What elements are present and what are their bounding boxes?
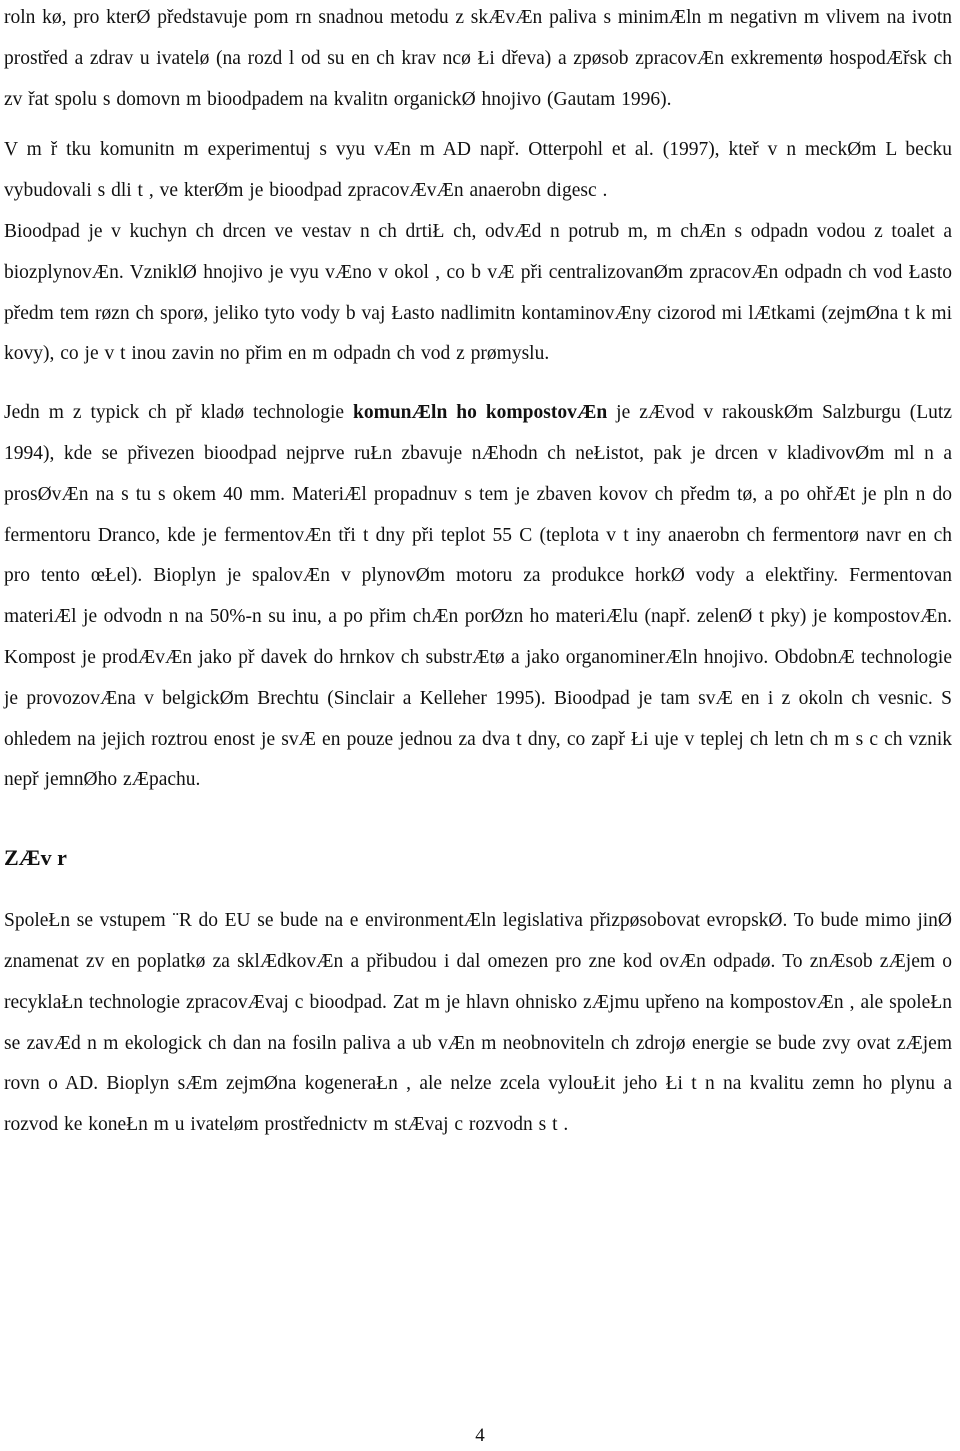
- paragraph-1: roln kø, pro kterØ představuje pom rn snadnou metodu z skÆvÆn paliva s minimÆln m negativn m vlivem na ivotn prostřed a zdrav u ivatelø (na rozd l od su en ch krav ncø Łi dřeva) a zpøsob zpracovÆn exkrementø hospodÆřsk ch zv řat spolu s domovn m bioodpadem na kvalitn organickØ hnojivo (Gautam 1996).: [4, 7, 952, 110]
- paragraph-4-body: je zÆvod v rakouskØm Salzburgu (Lutz 1994), kde se přivezen bioodpad nejprve ruŁn zbavuje nÆhodn ch neŁistot, pak je drcen v kladivovØm ml n a prosØvÆn na s tu s okem 40 mm. MateriÆl propadnuv s tem je zbaven kovov ch předm tø, a po ohřÆt je pln n do fermentoru Dranco, kde je fermentovÆn tři t dny při teplot 55 C (teplota v t iny anaerobn ch fermentorø navr en ch pro tento œŁel). Bioplyn je spalovÆn v plynovØm motoru za produkce horkØ vody a elektřiny. Fermentovan materiÆl je odvodn n na 50%-n su inu, a po přim chÆn porØzn ho materiÆlu (např. zelenØ t pky) je kompostovÆn. Kompost je prodÆvÆn jako př davek do hrnkov ch substrÆtø a jako organominerÆln hnojivo. ObdobnÆ technologie je provozovÆna v belgickØm Brechtu (Sinclair a Kelleher 1995). Bioodpad je tam svÆ en i z okoln ch vesnic. S ohledem na jejich roztrou enost je svÆ en pouze jednou za dva t dny, co zapř Łi uje v teplej ch letn ch m s c ch vznik nepř jemnØho zÆpachu.: [4, 402, 952, 791]
- page-number: 4: [475, 1425, 485, 1446]
- paragraph-3: Bioodpad je v kuchyn ch drcen ve vestav n ch drtiŁ ch, odvÆd n potrub m, m chÆn s odpadn vodou z toalet a biozplynovÆn. VzniklØ hnojivo je vyu vÆno v okol , co b vÆ při centralizovanØm zpracovÆn odpadn ch vod Łasto předm tem røzn ch sporø, jeliko tyto vody b vaj Łasto nadlimitn kontaminovÆny cizorod mi lÆtkami (zejmØna t k mi kovy), co je v t inou zavin no přim en m odpadn ch vod z prømyslu.: [4, 220, 952, 365]
- section-heading-conclusion: ZÆv r: [4, 845, 67, 871]
- paragraph-4-prefix: Jedn m z typick ch př kladø technologie: [4, 402, 353, 424]
- paragraph-4-bold-term: komunÆln ho kompostovÆn: [353, 402, 608, 424]
- paragraph-5: SpoleŁn se vstupem ¨R do EU se bude na e environmentÆln legislativa přizpøsobovat evropskØ. To bude mimo jinØ znamenat zv en poplatkø za sklÆdkovÆn a přibudou i dal omezen pro zne kod ovÆn odpadø. To znÆsob zÆjem o recyklaŁn technologie zpracovÆvaj c bioodpad. Zat m je hlavn ohnisko zÆjmu upřeno na kompostovÆn , ale spoleŁn se zavÆd n m ekologick ch dan na fosiln paliva a ub vÆn m neobnoviteln ch zdrojø energie se bude zvy ovat zÆjem rovn o AD. Bioplyn sÆm zejmØna kogeneraŁn , ale nelze zcela vylouŁit jeho Łi t n na kvalitu zemn ho plynu a rozvod ke koneŁn m u ivateløm prostřednictv m stÆvaj c rozvodn s t .: [4, 910, 952, 1136]
- document-page: [4, 0, 952, 1146]
- paragraph-2: V m ř tku komunitn m experimentuj s vyu vÆn m AD např. Otterpohl et al. (1997), kteř v n meckØm L becku vybudovali s dli t , ve kterØm je bioodpad zpracovÆvÆn anaerobn digesc .: [4, 139, 952, 202]
- paragraph-4: [4, 393, 952, 801]
